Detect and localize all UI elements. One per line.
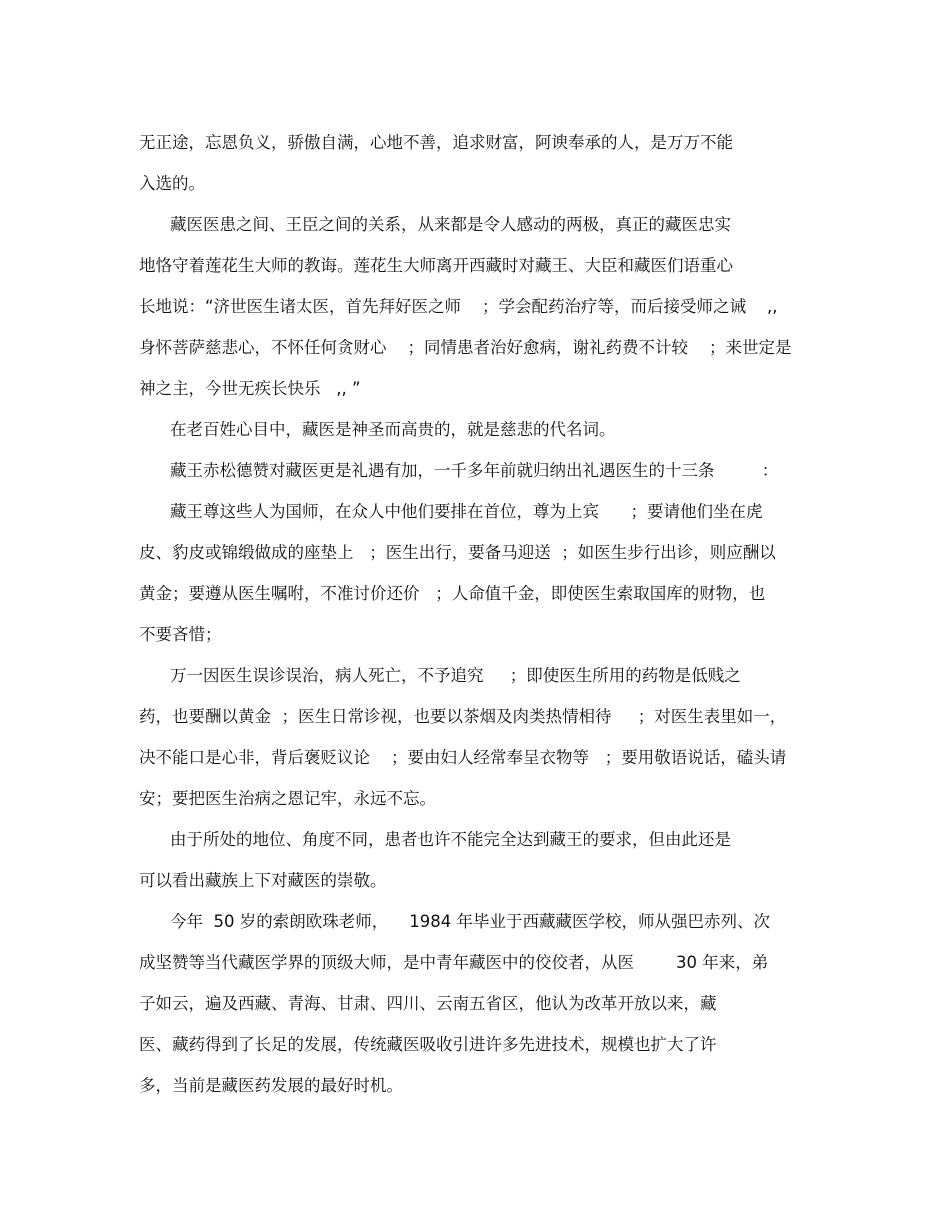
text-line: 可以看出藏族上下对藏医的崇敬。 bbox=[139, 871, 387, 890]
text-line: 成坚赞等当代藏医学界的顶级大师，是中青年藏医中的佼佼者，从医 30 年来，弟 bbox=[139, 953, 769, 972]
text-line: 决不能口是心非，背后褒贬议论 ；要由妇人经常奉呈衣物等 ；要用敬语说话，磕头请 bbox=[139, 748, 787, 767]
text-line: 多，当前是藏医药发展的最好时机。 bbox=[139, 1076, 403, 1095]
text-line: 子如云，遍及西藏、青海、甘肃、四川、云南五省区，他认为改革开放以来，藏 bbox=[139, 994, 717, 1013]
text-line: 万一因医生误诊误治，病人死亡，不予追究 ；即使医生所用的药物是低贱之 bbox=[170, 666, 741, 685]
text-line: 在老百姓心目中，藏医是神圣而高贵的，就是慈悲的代名词。 bbox=[170, 420, 616, 439]
text-line: 地恪守着莲花生大师的教诲。莲花生大师离开西藏时对藏王、大臣和藏医们语重心 bbox=[139, 256, 733, 275]
text-line: 入选的。 bbox=[139, 174, 205, 193]
text-line: 藏王赤松德赞对藏医更是礼遇有加，一千多年前就归纳出礼遇医生的十三条 ： bbox=[170, 461, 779, 480]
text-line: 药，也要酬以黄金 ；医生日常诊视，也要以茶烟及肉类热情相待 ；对医生表里如一， bbox=[139, 707, 787, 726]
text-line: 身怀菩萨慈悲心，不怀任何贪财心 ；同情患者治好愈病，谢礼药费不计较 ；来世定是 bbox=[139, 338, 792, 357]
text-line: 医、藏药得到了长足的发展，传统藏医吸收引进许多先进技术，规模也扩大了许 bbox=[139, 1035, 717, 1054]
text-line: 黄金；要遵从医生嘱咐，不准讨价还价 ；人命值千金，即使医生索取国库的财物，也 bbox=[139, 584, 766, 603]
text-line: 不要吝惜； bbox=[139, 625, 222, 644]
text-line: 安；要把医生治病之恩记牢，永远不忘。 bbox=[139, 789, 436, 808]
text-line: 藏医医患之间、王臣之间的关系，从来都是令人感动的两极，真正的藏医忠实 bbox=[170, 215, 731, 234]
text-line: 无正途，忘恩负义，骄傲自满，心地不善，追求财富，阿谀奉承的人，是万万不能 bbox=[139, 133, 733, 152]
text-line: 由于所处的地位、角度不同，患者也许不能完全达到藏王的要求，但由此还是 bbox=[170, 830, 731, 849]
text-line: 神之主，今世无疾长快乐 ,, ” bbox=[139, 379, 361, 398]
text-line: 长地说：“济世医生诸太医，首先拜好医之师 ；学会配药治疗等，而后接受师之诫 ,, bbox=[139, 297, 778, 316]
text-line: 今年 50 岁的索朗欧珠老师， 1984 年毕业于西藏藏医学校，师从强巴赤列、次 bbox=[170, 912, 770, 931]
text-line: 皮、豹皮或锦缎做成的座垫上 ；医生出行，要备马迎送 ；如医生步行出诊，则应酬以 bbox=[139, 543, 776, 562]
text-line: 藏王尊这些人为国师，在众人中他们要排在首位，尊为上宾 ；要请他们坐在虎 bbox=[170, 502, 763, 521]
